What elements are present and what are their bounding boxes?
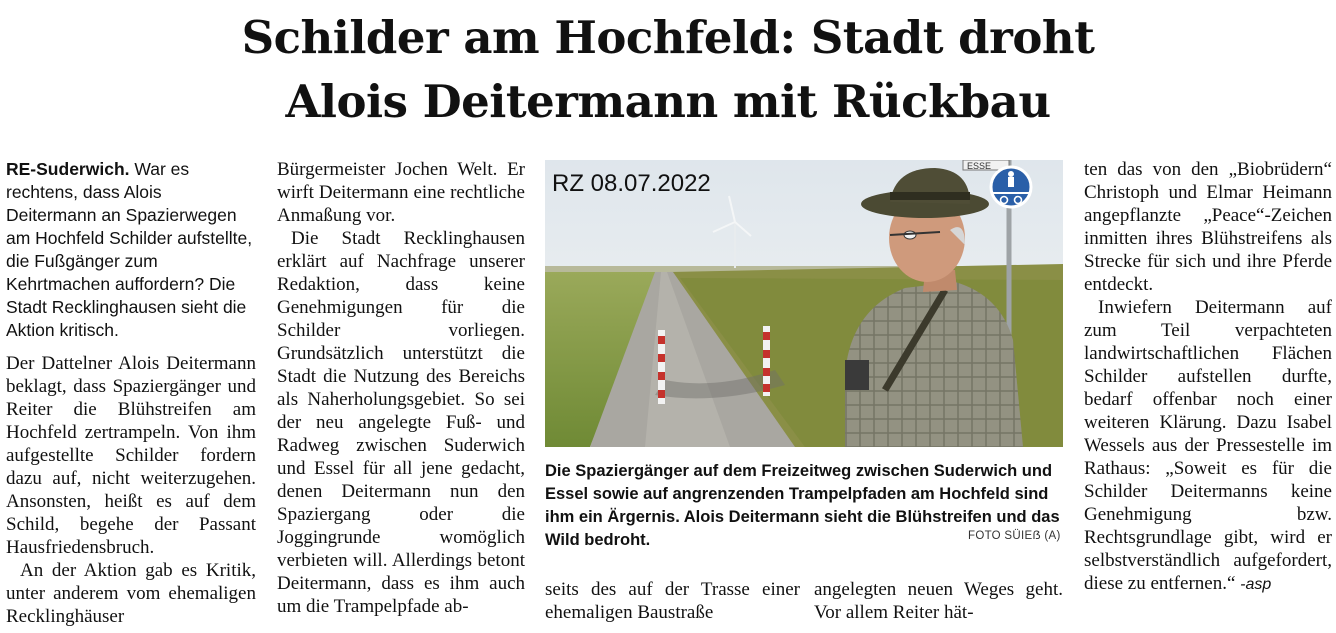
author-tag: -asp xyxy=(1240,576,1272,593)
body-text: Inwiefern Deitermann auf zum Teil verpachteten landwirtschaftlichen Flächen Schilder aufstellen durfte, bedarf offenbar noch einer weiteren Klärung. Dazu Isabel Wessels aus der Pressestelle im Rathaus: „Soweit es für die Schilder Deitermanns keine Genehmigung bzw. Rechtsgrundlage gibt, wird er selbstverständlich aufgefordert, diese zu entfernen.“ xyxy=(1084,297,1332,594)
body-paragraph xyxy=(1084,296,1332,596)
body-paragraph: ten das von den „Biobrüdern“ Christoph und Elmar Heimann angepflanzte „Peace“-Zeichen inmitten ihres Blühstreifens als Strecke für sich und ihre Pferde entdeckt. xyxy=(1084,159,1332,295)
body-paragraph: Die Stadt Recklinghausen erklärt auf Nachfrage unserer Redaktion, dass keine Genehmigungen für die Schilder vorliegen. Grundsätzlich unterstützt die Stadt die Nutzung des Bereichs als Naherholungsgebiet. So sei der neu angelegte Fuß- und Radweg zwischen Suderwich und Essel für all jene gedacht, denen Deitermann nun den Spaziergang oder die Joggingrunde womöglich verbieten will. Allerdings betont Deitermann, dass es ihm auch um die Trampelpfade ab- xyxy=(277,228,525,617)
bollard-left xyxy=(658,330,665,404)
photo-caption: Die Spaziergänger auf dem Freizeitweg zwischen Suderwich und Essel sowie auf angrenzenden Trampelpfaden am Hochfeld sind ihm ein Ärgernis. Alois Deitermann sieht die Blühstreifen und das Wild bedroht. xyxy=(545,462,1060,549)
headline xyxy=(0,6,1336,134)
column-2 xyxy=(277,158,525,618)
photo-credit: FOTO SÜIEẞ (A) xyxy=(968,530,1061,542)
column-3-text: seits des auf der Trasse einer ehemaligen Baustraße xyxy=(545,579,800,623)
bollard-right xyxy=(763,326,770,396)
body-paragraph: Bürgermeister Jochen Welt. Er wirft Deitermann eine rechtliche Anmaßung vor. xyxy=(277,159,525,226)
column-5 xyxy=(1084,158,1332,596)
column-4-text: angelegten neuen Weges geht. Vor allem Reiter hät- xyxy=(814,579,1063,623)
svg-text:ESSE: ESSE xyxy=(967,161,992,171)
lead-paragraph xyxy=(6,158,256,342)
body-paragraph: An der Aktion gab es Kritik, unter anderem vom ehemaligen Recklinghäuser xyxy=(6,560,256,627)
lead-text: War es rechtens, dass Alois Deitermann an Spazierwegen am Hochfeld Schilder aufstellte, die Fußgänger zum Kehrtmachen auffordern? Die Stadt Recklinghausen sieht die Aktion kritisch. xyxy=(6,159,253,340)
body-paragraph: Der Dattelner Alois Deitermann beklagt, dass Spaziergänger und Reiter die Blühstreifen am Hochfeld zertrampeln. Von ihm aufgestellte Schilder fordern dazu auf, nicht weiterzugehen. Ansonsten, heißt es auf dem Schild, begehe der Passant Hausfriedensbruch. xyxy=(6,353,256,558)
photo-illustration xyxy=(545,160,1063,447)
headline-line-2: Alois Deitermann mit Rückbau xyxy=(285,75,1051,128)
column-1 xyxy=(6,158,256,628)
news-photo xyxy=(545,160,1063,447)
headline-line-1: Schilder am Hochfeld: Stadt droht xyxy=(241,11,1095,64)
date-stamp: RZ 08.07.2022 xyxy=(552,170,711,197)
dateline: RE-Suderwich. xyxy=(6,159,130,179)
